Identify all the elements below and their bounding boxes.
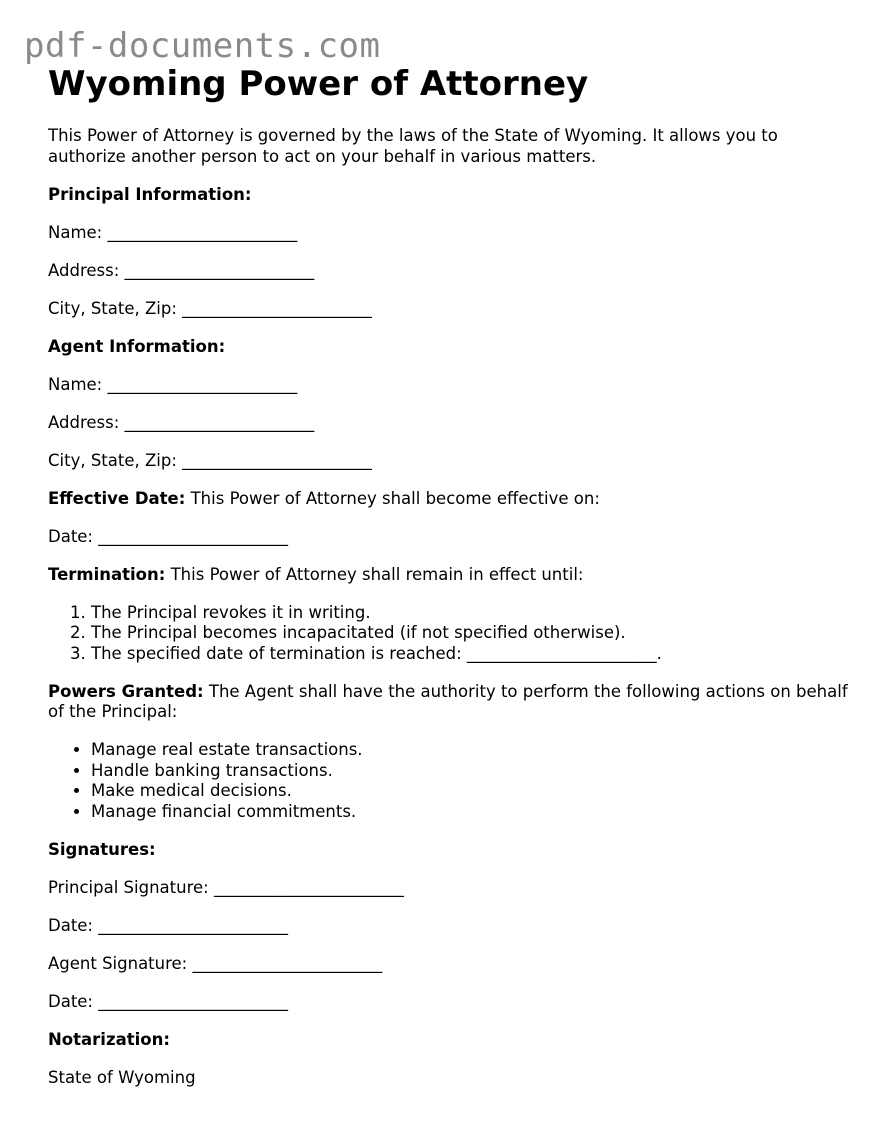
agent-signature-field[interactable]: Agent Signature: _______________________ [48, 953, 383, 973]
termination-item: 2. The Principal becomes incapacitated (if not specified otherwise). [91, 623, 848, 644]
powers-item: • Manage real estate transactions. [91, 740, 848, 761]
powers-item: • Make medical decisions. [91, 781, 848, 802]
powers-list [48, 740, 848, 822]
termination-label: Termination: [48, 564, 166, 584]
watermark: pdf-documents.com [24, 26, 381, 66]
effective-date-text: This Power of Attorney shall become effective on: [185, 488, 600, 508]
termination-paragraph [48, 565, 848, 586]
agent-date-field[interactable]: Date: _______________________ [48, 991, 288, 1011]
agent-name-field[interactable]: Name: _______________________ [48, 374, 298, 394]
powers-item: • Handle banking transactions. [91, 761, 848, 782]
principal-address-field[interactable]: Address: _______________________ [48, 260, 315, 280]
agent-heading: Agent Information: [48, 336, 226, 356]
termination-item[interactable]: 3. The specified date of termination is reached: _______________________. [91, 644, 848, 665]
termination-list [48, 603, 848, 665]
intro-paragraph: This Power of Attorney is governed by the laws of the State of Wyoming. It allows you to authorize another person to act on your behalf in various matters. [48, 126, 778, 166]
agent-address-field[interactable]: Address: _______________________ [48, 412, 315, 432]
principal-city-field[interactable]: City, State, Zip: _______________________ [48, 298, 372, 318]
notarization-state: State of Wyoming [48, 1067, 196, 1087]
principal-name-field[interactable]: Name: _______________________ [48, 222, 298, 242]
notarization-heading: Notarization: [48, 1029, 170, 1049]
principal-date-field[interactable]: Date: _______________________ [48, 915, 288, 935]
signatures-heading: Signatures: [48, 839, 156, 859]
effective-date-label: Effective Date: [48, 488, 186, 508]
document-body [48, 60, 848, 1088]
agent-city-field[interactable]: City, State, Zip: _______________________ [48, 450, 372, 470]
effective-date-field[interactable]: Date: _______________________ [48, 526, 288, 546]
principal-heading: Principal Information: [48, 184, 252, 204]
principal-signature-field[interactable]: Principal Signature: _______________________ [48, 877, 404, 897]
powers-label: Powers Granted: [48, 681, 204, 701]
powers-text: The Agent shall have the authority to perform the following actions on behalf of the Principal: [48, 681, 848, 721]
termination-text: This Power of Attorney shall remain in effect until: [165, 564, 584, 584]
page-title: Wyoming Power of Attorney [48, 64, 589, 104]
powers-paragraph [48, 682, 848, 723]
powers-item: • Manage financial commitments. [91, 802, 848, 823]
termination-item: 1. The Principal revokes it in writing. [91, 603, 848, 624]
effective-date-paragraph [48, 489, 848, 510]
